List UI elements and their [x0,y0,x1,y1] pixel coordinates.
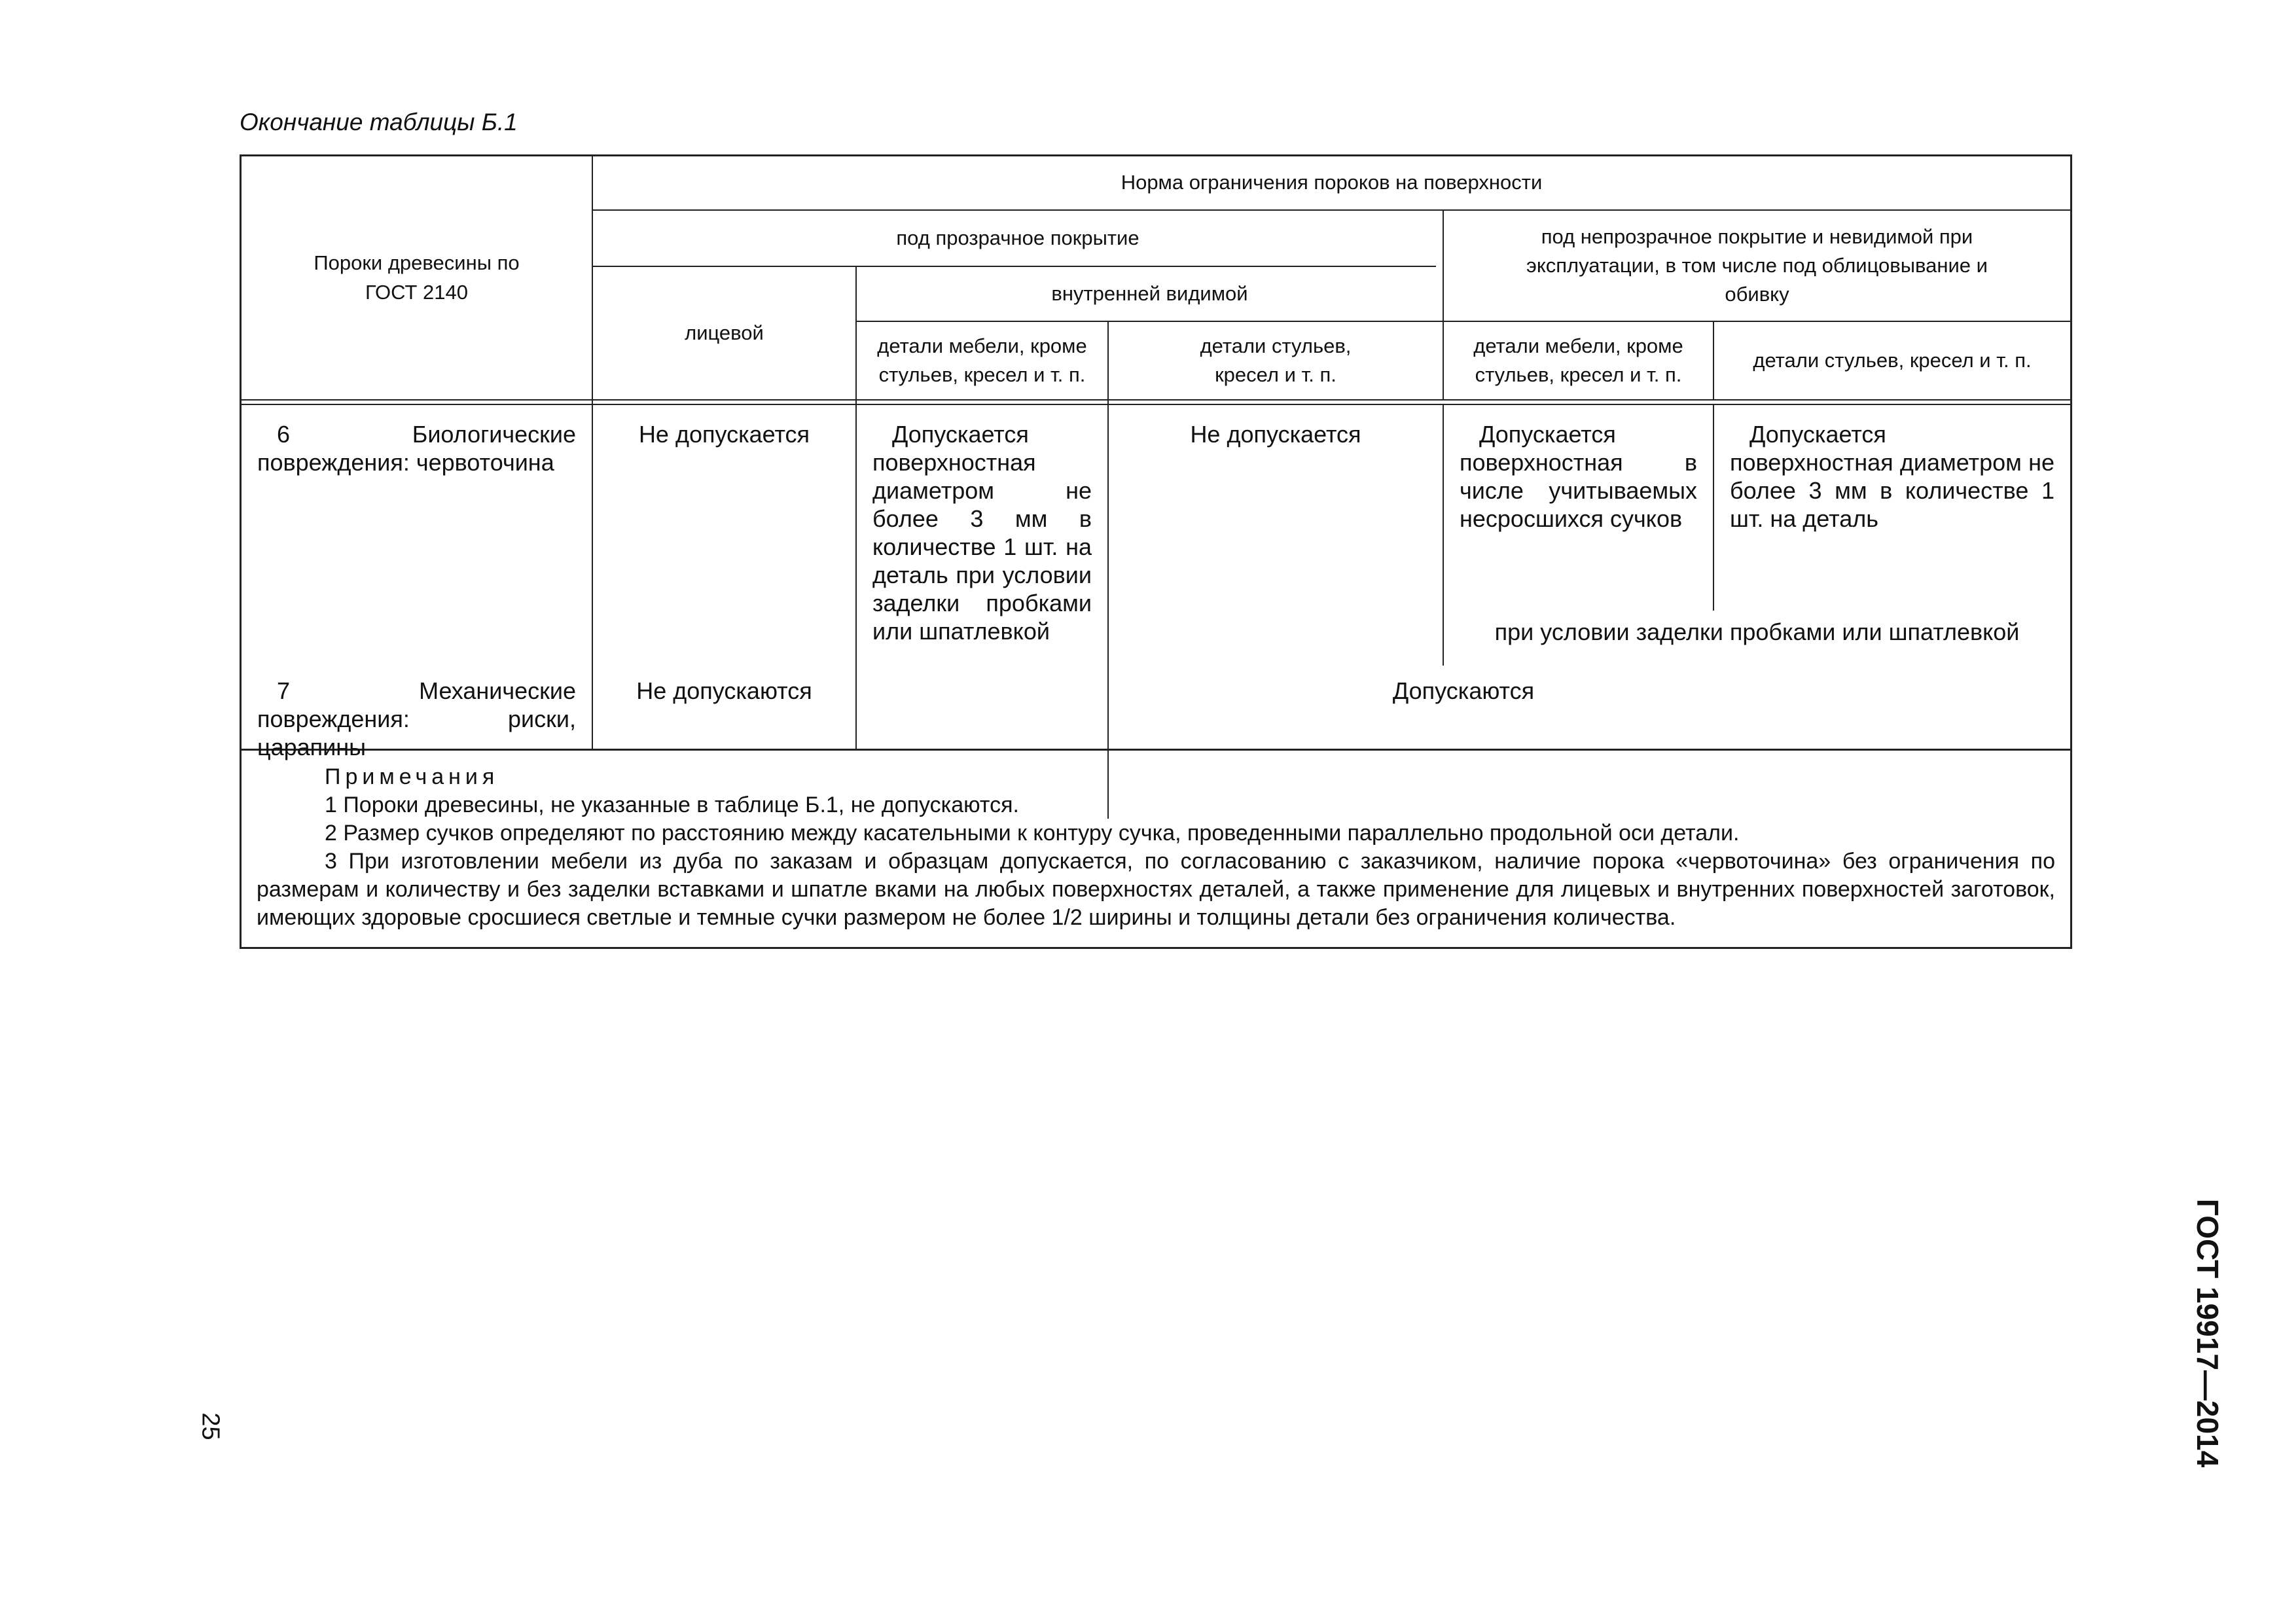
row7-defect: 7 Механические повреждения: риски, царапины [257,677,576,760]
header-opaque-text: под непрозрачное покрытие и невидимой при эксплуатации, в том числе под облицовывание и обивку [1526,224,1988,306]
header-inner-text: внутренней видимой [1051,281,1248,305]
header-norm-text: Норма ограничения пороков на поверхности [1121,171,1543,194]
header-inner-furniture-text: детали мебели, кроме стульев, кресел и т. п. [877,334,1087,386]
row6-face: Не допускается [638,421,810,448]
header-opaque [1444,211,2070,321]
row6-defect: 6 Биологические повреждения: червоточина [257,421,576,476]
header-norm [593,156,2070,209]
header-inner-chairs [1109,322,1443,399]
row7-others: Допускаются [1392,677,1535,704]
header-opaque-chairs-text: детали стульев, кресел и т. п. [1753,348,2032,372]
note-3: 3 При изготовлении мебели из дуба по заказам и образцам допускается, по согласованию с заказчиком, наличие порока «червоточина» без ограничения по размерам и количеству и без заделки вставками и шпатле вками на любых поверхностях деталей, а также применение для лицевых и внутренних поверхностей заготовок, имеющих здоровые сросшиеся светлые и темные сучки размером не более 1/2 ширины и толщины детали без ограничения количества. [257,849,2055,930]
header-face-text: лицевой [685,321,764,344]
header-double-line-a [240,399,2072,401]
header-transparent [593,211,1443,266]
row6-inner-furniture: Допускается поверхностная диаметром не более 3 мм в количестве 1 шт. на деталь при условии заделки пробками или шпатлевкой [872,421,1092,645]
header-inner [857,267,1443,321]
row7-face: Не допускаются [636,677,812,704]
document-id: ГОСТ 19917—2014 [2191,1198,2225,1468]
note-2: 2 Размер сучков определяют по расстоянию между касательными к контуру сучка, проведенными параллельно продольной оси детали. [325,821,1740,846]
header-opaque-furniture [1444,322,1713,399]
header-inner-furniture [857,322,1107,399]
table-caption: Окончание таблицы Б.1 [240,109,518,135]
note-1: 1 Пороки древесины, не указанные в таблице Б.1, не допускаются. [325,793,1019,817]
header-defects [242,156,592,399]
table-border-bottom [240,947,2072,949]
page-number: 25 [196,1412,224,1440]
defects-table [240,154,2072,949]
row6-opaque-condition: при условии заделки пробками или шпатлевкой [1494,618,2020,645]
row6-opaque-chairs: Допускается поверхностная диаметром не более 3 мм в количестве 1 шт. на деталь [1730,421,2054,532]
header-double-line-b [240,404,2072,405]
notes-title: Примечания [325,764,499,789]
row6-inner-chairs: Не допускается [1190,421,1361,448]
table-notes [240,750,2072,932]
header-defects-text: Пороки древесины по ГОСТ 2140 [314,251,520,304]
header-opaque-chairs [1714,322,2070,399]
header-opaque-furniture-text: детали мебели, кроме стульев, кресел и т. п. [1473,334,1683,386]
header-face [593,267,855,399]
header-inner-chairs-text: детали стульев, кресел и т. п. [1200,334,1352,386]
header-transparent-text: под прозрачное покрытие [896,226,1139,249]
row6-opaque-furniture: Допускается поверхностная в числе учитываемых несросшихся сучков [1460,421,1697,532]
